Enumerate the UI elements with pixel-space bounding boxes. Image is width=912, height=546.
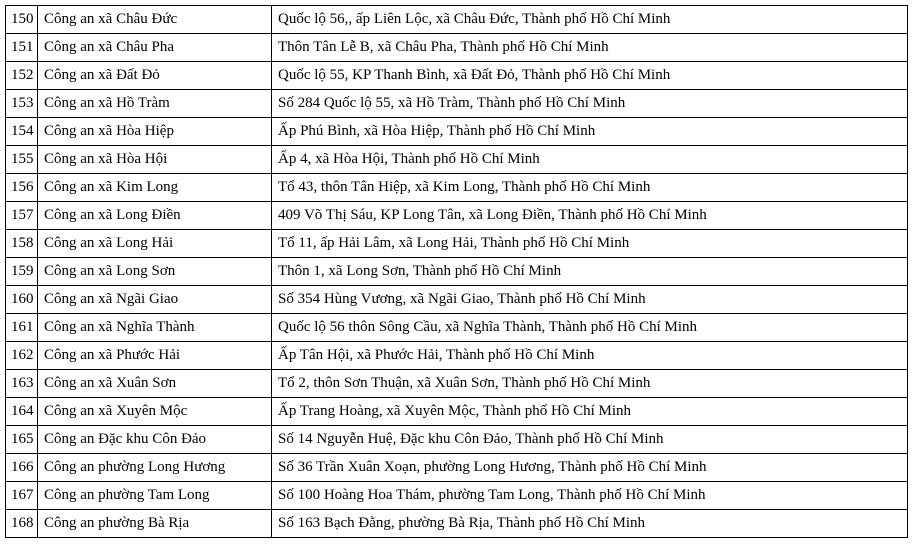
row-number-cell: 159 — [6, 258, 38, 286]
unit-name-cell: Công an xã Đất Đỏ — [38, 62, 272, 90]
unit-name-cell: Công an xã Hòa Hội — [38, 146, 272, 174]
table-row — [6, 230, 908, 258]
row-number-cell: 155 — [6, 146, 38, 174]
table-row — [6, 454, 908, 482]
table-row — [6, 6, 908, 34]
row-number-cell: 164 — [6, 398, 38, 426]
table-row — [6, 62, 908, 90]
table-row — [6, 258, 908, 286]
unit-name-cell: Công an xã Hồ Tràm — [38, 90, 272, 118]
unit-name-cell: Công an xã Châu Pha — [38, 34, 272, 62]
address-cell: Quốc lộ 55, KP Thanh Bình, xã Đất Đỏ, Thành phố Hồ Chí Minh — [272, 62, 908, 90]
address-cell: Số 163 Bạch Đằng, phường Bà Rịa, Thành phố Hồ Chí Minh — [272, 510, 908, 538]
row-number-cell: 151 — [6, 34, 38, 62]
row-number-cell: 150 — [6, 6, 38, 34]
table-row — [6, 314, 908, 342]
address-cell: Tổ 11, ấp Hải Lâm, xã Long Hải, Thành phố Hồ Chí Minh — [272, 230, 908, 258]
address-cell: Số 354 Hùng Vương, xã Ngãi Giao, Thành phố Hồ Chí Minh — [272, 286, 908, 314]
address-cell: Thôn Tân Lễ B, xã Châu Pha, Thành phố Hồ Chí Minh — [272, 34, 908, 62]
unit-name-cell: Công an xã Nghĩa Thành — [38, 314, 272, 342]
table-row — [6, 398, 908, 426]
row-number-cell: 160 — [6, 286, 38, 314]
unit-name-cell: Công an phường Bà Rịa — [38, 510, 272, 538]
row-number-cell: 165 — [6, 426, 38, 454]
table-row — [6, 482, 908, 510]
address-cell: 409 Võ Thị Sáu, KP Long Tân, xã Long Điền, Thành phố Hồ Chí Minh — [272, 202, 908, 230]
row-number-cell: 162 — [6, 342, 38, 370]
row-number-cell: 163 — [6, 370, 38, 398]
row-number-cell: 166 — [6, 454, 38, 482]
address-cell: Ấp Phú Bình, xã Hòa Hiệp, Thành phố Hồ Chí Minh — [272, 118, 908, 146]
table-row — [6, 90, 908, 118]
address-cell: Số 14 Nguyễn Huệ, Đặc khu Côn Đảo, Thành phố Hồ Chí Minh — [272, 426, 908, 454]
row-number-cell: 168 — [6, 510, 38, 538]
unit-name-cell: Công an xã Ngãi Giao — [38, 286, 272, 314]
unit-name-cell: Công an xã Châu Đức — [38, 6, 272, 34]
address-cell: Tổ 43, thôn Tân Hiệp, xã Kim Long, Thành phố Hồ Chí Minh — [272, 174, 908, 202]
unit-name-cell: Công an xã Kim Long — [38, 174, 272, 202]
row-number-cell: 153 — [6, 90, 38, 118]
row-number-cell: 154 — [6, 118, 38, 146]
unit-name-cell: Công an phường Long Hương — [38, 454, 272, 482]
address-cell: Ấp 4, xã Hòa Hội, Thành phố Hồ Chí Minh — [272, 146, 908, 174]
address-cell: Thôn 1, xã Long Sơn, Thành phố Hồ Chí Minh — [272, 258, 908, 286]
row-number-cell: 161 — [6, 314, 38, 342]
address-cell: Số 284 Quốc lộ 55, xã Hồ Tràm, Thành phố Hồ Chí Minh — [272, 90, 908, 118]
table-row — [6, 118, 908, 146]
police-address-table — [5, 5, 908, 538]
address-cell: Tổ 2, thôn Sơn Thuận, xã Xuân Sơn, Thành phố Hồ Chí Minh — [272, 370, 908, 398]
row-number-cell: 156 — [6, 174, 38, 202]
unit-name-cell: Công an xã Long Hải — [38, 230, 272, 258]
address-cell: Số 100 Hoàng Hoa Thám, phường Tam Long, Thành phố Hồ Chí Minh — [272, 482, 908, 510]
row-number-cell: 157 — [6, 202, 38, 230]
table-row — [6, 202, 908, 230]
table-row — [6, 34, 908, 62]
address-cell: Số 36 Trần Xuân Xoạn, phường Long Hương, Thành phố Hồ Chí Minh — [272, 454, 908, 482]
unit-name-cell: Công an xã Xuyên Mộc — [38, 398, 272, 426]
row-number-cell: 152 — [6, 62, 38, 90]
unit-name-cell: Công an xã Long Điền — [38, 202, 272, 230]
address-cell: Ấp Trang Hoàng, xã Xuyên Mộc, Thành phố Hồ Chí Minh — [272, 398, 908, 426]
table-row — [6, 286, 908, 314]
table-row — [6, 426, 908, 454]
unit-name-cell: Công an xã Xuân Sơn — [38, 370, 272, 398]
address-cell: Quốc lộ 56,, ấp Liên Lộc, xã Châu Đức, Thành phố Hồ Chí Minh — [272, 6, 908, 34]
address-cell: Ấp Tân Hội, xã Phước Hải, Thành phố Hồ Chí Minh — [272, 342, 908, 370]
table-row — [6, 342, 908, 370]
unit-name-cell: Công an Đặc khu Côn Đảo — [38, 426, 272, 454]
unit-name-cell: Công an xã Hòa Hiệp — [38, 118, 272, 146]
unit-name-cell: Công an phường Tam Long — [38, 482, 272, 510]
table-body — [6, 6, 908, 538]
table-row — [6, 510, 908, 538]
table-row — [6, 174, 908, 202]
address-cell: Quốc lộ 56 thôn Sông Cầu, xã Nghĩa Thành, Thành phố Hồ Chí Minh — [272, 314, 908, 342]
unit-name-cell: Công an xã Phước Hải — [38, 342, 272, 370]
row-number-cell: 158 — [6, 230, 38, 258]
unit-name-cell: Công an xã Long Sơn — [38, 258, 272, 286]
table-row — [6, 146, 908, 174]
table-row — [6, 370, 908, 398]
row-number-cell: 167 — [6, 482, 38, 510]
